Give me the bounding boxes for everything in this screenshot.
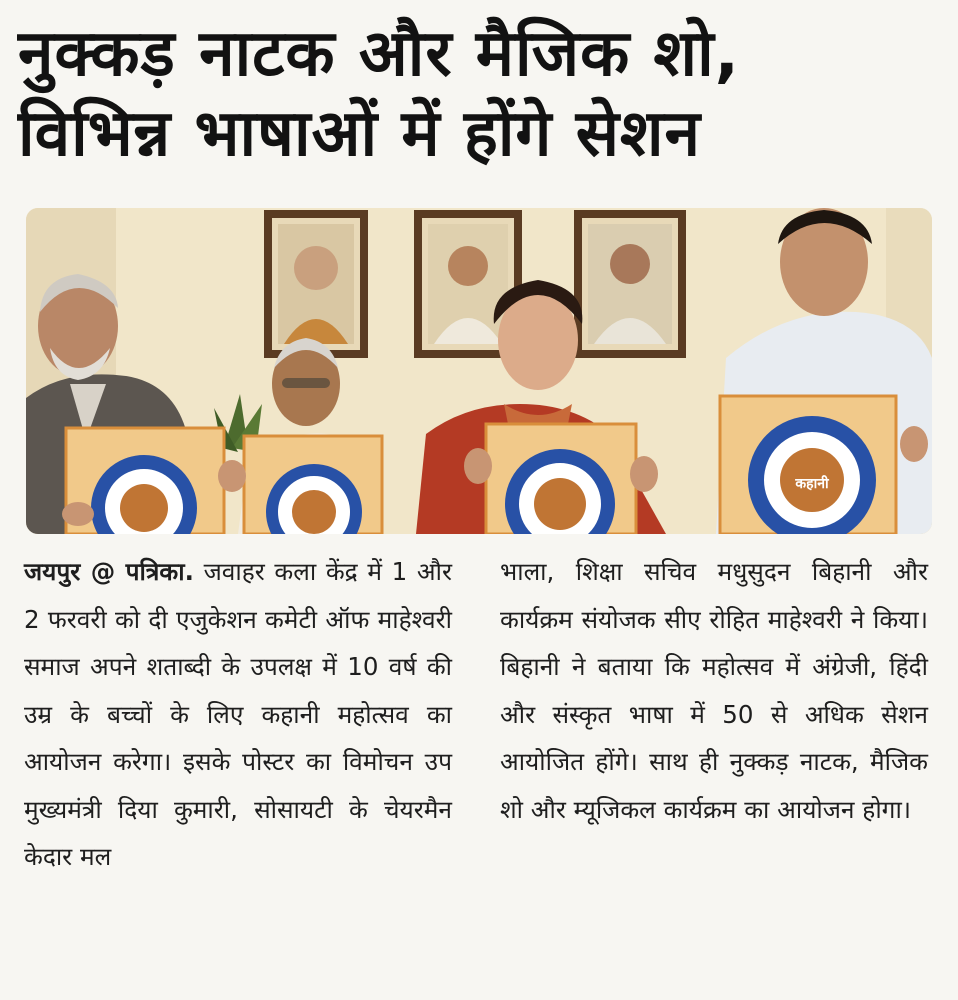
headline-line-2: विभिन्न भाषाओं में होंगे सेशन (18, 97, 702, 171)
article-text-left: जवाहर कला केंद्र में 1 और 2 फरवरी को दी एजुकेशन कमेटी ऑफ माहेश्वरी समाज अपने शताब्दी के उपलक्ष में 10 वर्ष की उम्र के बच्चों के लिए कहानी महोत्सव का आयोजन करेगा। इसके पोस्टर का विमोचन उप मुख्यमंत्री दिया कुमारी, सोसायटी के चेयरमैन केदार मल (24, 557, 453, 871)
article-text-right: भाला, शिक्षा सचिव मधुसुदन बिहानी और कार्यक्रम संयोजक सीए रोहित माहेश्वरी ने किया। बिहानी ने बताया कि महोत्सव में अंग्रेजी, हिंदी और संस्कृत भाषा में 50 से अधिक सेशन आयोजित होंगे। साथ ही नुक्कड़ नाटक, मैजिक शो और म्यूजिकल कार्यक्रम का आयोजन होगा। (500, 557, 928, 824)
headline (18, 14, 938, 174)
dateline: जयपुर @ पत्रिका. (24, 557, 194, 586)
poster-title: कहानी (795, 476, 829, 492)
article-column-right (500, 548, 928, 833)
headline-line-1: नुक्कड़ नाटक और मैजिक शो, (18, 17, 740, 91)
poster-4 (720, 396, 896, 534)
poster-2 (244, 436, 382, 534)
article-column-left (24, 548, 452, 881)
portrait-frame-3 (574, 210, 686, 358)
portrait-frame-1 (264, 210, 368, 358)
photo-illustration (26, 208, 932, 534)
poster-3 (486, 424, 636, 534)
news-photo (26, 208, 932, 534)
